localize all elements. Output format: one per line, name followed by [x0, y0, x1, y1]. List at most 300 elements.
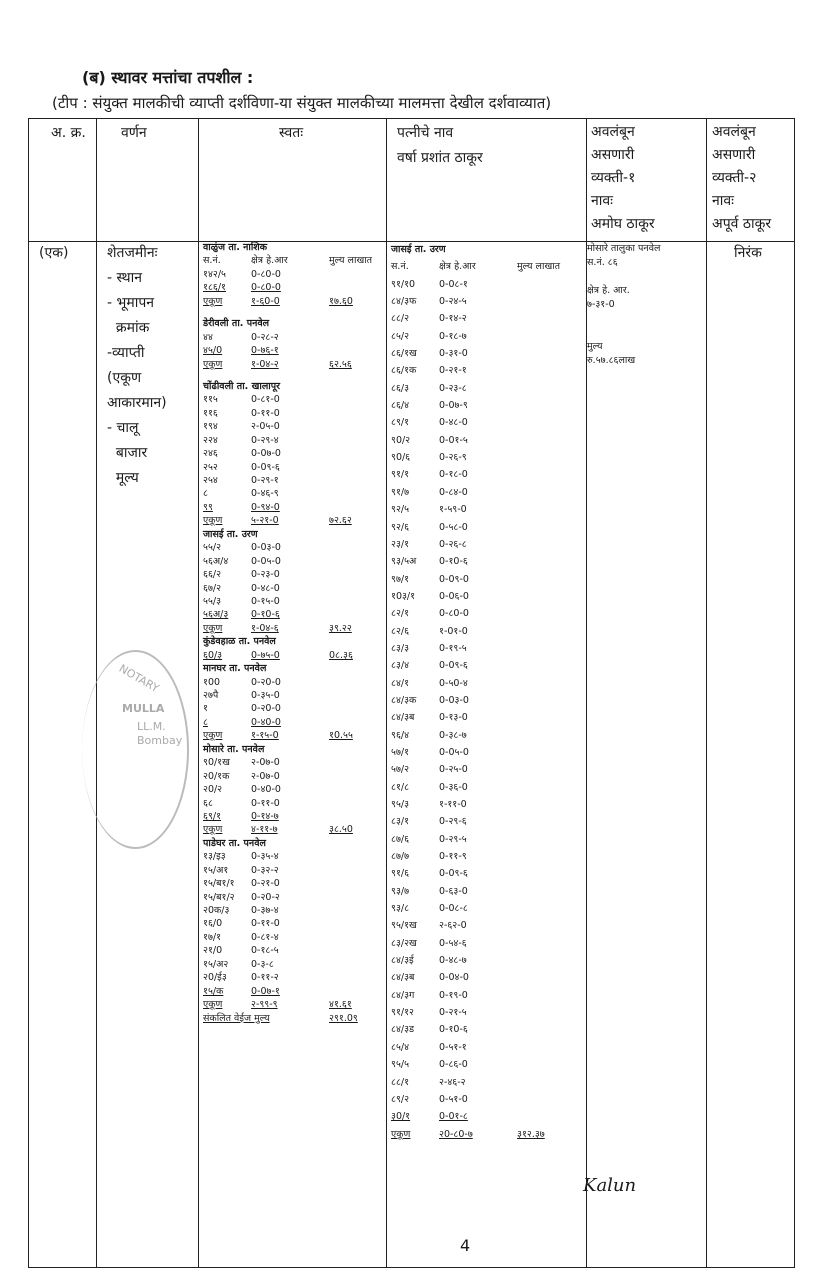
value	[517, 362, 567, 379]
value	[329, 582, 379, 595]
area: 0-0३-0	[251, 542, 281, 554]
land-entry	[391, 623, 567, 640]
area: क्षेत्र हे.आर	[439, 261, 476, 273]
area: 0-२९-४	[251, 434, 279, 446]
survey-number: ३0/१	[391, 1111, 411, 1123]
land-entry	[203, 582, 379, 595]
value	[517, 293, 567, 310]
value	[517, 571, 567, 588]
survey-number: ९५/३	[391, 799, 410, 810]
survey-number: ९२/५	[391, 504, 410, 516]
survey-number: १३/इ३	[203, 851, 226, 863]
value	[517, 397, 567, 414]
survey-number: ८३/४	[391, 660, 410, 672]
land-entry	[391, 466, 567, 483]
survey-number: ८२/६	[391, 625, 410, 637]
area: 0-५१-१	[439, 1041, 467, 1053]
land-entry	[391, 987, 567, 1004]
value	[329, 447, 379, 460]
land-entry	[203, 810, 379, 823]
survey-number: ६८	[203, 797, 213, 809]
area: 0-८0-0	[251, 268, 281, 280]
survey-number: ८५/४	[391, 1041, 410, 1053]
value	[329, 985, 379, 998]
value	[517, 813, 567, 830]
survey-number: ८६/१ख	[391, 348, 417, 360]
value	[329, 474, 379, 487]
header-dependent-1: अवलंबून असणारी व्यक्ती-१ नावः अमोघ ठाकूर	[591, 124, 655, 232]
value	[517, 1091, 567, 1108]
land-entry	[391, 813, 567, 830]
page-number: 4	[460, 1236, 471, 1255]
value	[329, 689, 379, 702]
header-spouse: पत्नीचे नाव वर्षा प्रशांत ठाकूर	[397, 125, 483, 166]
village-heading	[203, 528, 379, 541]
land-entry	[203, 958, 379, 971]
survey-number: २0क/३	[203, 905, 230, 916]
value	[329, 487, 379, 500]
area: 0-0३-0	[439, 694, 469, 706]
value	[517, 969, 567, 986]
survey-number: १५/ब१/२	[203, 891, 235, 903]
survey-number: १00	[203, 676, 221, 688]
survey-number: १६/0	[203, 918, 223, 930]
land-entry	[391, 1126, 567, 1143]
survey-number: २५४	[203, 475, 218, 486]
value	[329, 917, 379, 930]
row-description: शेतजमीनः - स्थान - भूमापन क्रमांक -व्याप्ती (एकूण आकारमान) - चालू बाजार मूल्य	[107, 245, 167, 486]
survey-number: ८१/८	[391, 781, 410, 793]
survey-number: ६७/२	[203, 582, 222, 594]
survey-number: ९0/६	[391, 452, 411, 464]
area: १-५९-0	[439, 504, 467, 516]
survey-number: ८६/१क	[391, 365, 417, 377]
divider	[706, 119, 707, 1267]
land-entry	[391, 1056, 567, 1073]
area: 0-६३-0	[439, 885, 468, 897]
land-entry	[203, 998, 379, 1011]
land-entry	[203, 931, 379, 944]
survey-number: ९५/१ख	[391, 920, 417, 932]
survey-number: १५/अ२	[203, 958, 229, 970]
value	[329, 850, 379, 863]
value	[517, 779, 567, 796]
area: २-४६-२	[439, 1076, 466, 1088]
area: 0-0९-६	[439, 868, 468, 880]
area: 0-१८-0	[439, 469, 468, 481]
land-entry	[391, 727, 567, 744]
area: 0-३२-२	[251, 864, 279, 876]
survey-number: पाडेघर ता. पनवेल	[203, 837, 266, 849]
area: 0-१४-२	[439, 313, 467, 325]
area: 0-१८-५	[251, 945, 279, 957]
land-entry	[203, 268, 379, 281]
area: 0-१३-0	[439, 712, 468, 724]
value	[329, 555, 379, 568]
survey-number: १	[203, 703, 208, 715]
area: 0-११-९	[439, 851, 467, 863]
area: 0-0६-0	[439, 590, 469, 602]
land-entry	[391, 293, 567, 310]
survey-number: ११५	[203, 394, 218, 406]
village-heading	[203, 662, 379, 675]
land-entry	[203, 555, 379, 568]
area: 0-८४-0	[439, 486, 468, 498]
section-note: (टीप : संयुक्त मालकीची व्याप्ती दर्शविणा-या संयुक्त मालकीच्या मालमत्ता देखील दर्शवाव्यात)	[52, 94, 552, 112]
village-heading	[203, 743, 379, 756]
area: १-0४-२	[251, 358, 279, 370]
value	[517, 345, 567, 362]
survey-number: एकूण	[203, 622, 223, 634]
land-entry	[391, 258, 567, 275]
area: 0-८१-0	[251, 394, 280, 406]
survey-number: ५७/१	[391, 746, 410, 758]
land-entry	[203, 608, 379, 621]
divider	[198, 119, 199, 1267]
area: 0-२९-१	[251, 475, 279, 486]
land-entry	[203, 622, 379, 635]
area: 0-0८-१	[439, 278, 468, 290]
value	[329, 783, 379, 796]
survey-number: १५/ब१/१	[203, 878, 235, 890]
value	[517, 519, 567, 536]
land-entry	[391, 519, 567, 536]
land-entry	[391, 380, 567, 397]
land-entry	[203, 850, 379, 863]
area: 0-७५-0	[251, 649, 280, 661]
survey-number: एकूण	[203, 999, 223, 1011]
dep1-value: रु.५७.८६लाख	[587, 355, 636, 366]
land-entry	[203, 1012, 379, 1025]
land-entry	[391, 969, 567, 986]
area: १-0१-0	[439, 625, 468, 637]
survey-number: १५/अ१	[203, 864, 229, 876]
area: 0-११-0	[251, 797, 280, 809]
survey-number: ८९/१	[391, 417, 410, 429]
area: 0-७६-१	[251, 345, 279, 357]
value	[329, 702, 379, 715]
land-entry	[391, 310, 567, 327]
survey-number: ८७/७	[391, 851, 410, 863]
area	[251, 1012, 329, 1025]
self-land-list	[203, 241, 379, 1025]
area: 0-२४-५	[439, 296, 467, 308]
dep1-area: ७-३१-0	[587, 299, 615, 310]
area: 0-११-२	[251, 972, 279, 984]
value	[329, 393, 379, 406]
survey-number: मानघर ता. पनवेल	[203, 663, 267, 675]
land-entry	[391, 501, 567, 518]
value	[517, 1021, 567, 1038]
value	[329, 810, 379, 823]
stamp-text: LL.M.	[137, 720, 166, 733]
value	[517, 380, 567, 397]
survey-number: ९५/५	[391, 1059, 410, 1071]
value	[517, 865, 567, 882]
survey-number: ९१/७	[391, 486, 410, 498]
survey-number: स.नं.	[391, 261, 409, 273]
survey-number: ११६	[203, 407, 218, 419]
area: 0-0५-0	[439, 746, 469, 758]
survey-number: ८५/२	[391, 330, 410, 342]
land-entry	[203, 393, 379, 406]
land-entry	[203, 461, 379, 474]
area: २-६२-0	[439, 920, 467, 932]
survey-number: २१/0	[203, 945, 223, 957]
value	[517, 917, 567, 934]
survey-number: ८८/२	[391, 313, 410, 325]
survey-number: ९१/६	[391, 868, 410, 880]
value	[517, 727, 567, 744]
value	[517, 432, 567, 449]
survey-number: एकूण	[203, 358, 223, 370]
survey-number: ९१/१	[391, 469, 410, 481]
value	[517, 536, 567, 553]
land-entry	[203, 331, 379, 344]
area: 0-४0-0	[251, 784, 281, 796]
area: 0-२३-८	[439, 382, 467, 394]
village-heading	[203, 317, 379, 330]
header-sr: अ. क्र.	[51, 125, 86, 141]
land-entry	[203, 676, 379, 689]
value	[329, 568, 379, 581]
survey-number: ८	[203, 488, 208, 500]
header-dependent-2: अवलंबून असणारी व्यक्ती-२ नावः अपूर्व ठाकूर	[712, 124, 772, 232]
signature: Kalun	[583, 1175, 637, 1196]
area: ५-२१-0	[251, 515, 279, 527]
survey-number: ८४/३ई	[391, 955, 414, 967]
survey-number: ९७/१	[391, 573, 410, 585]
value	[517, 276, 567, 293]
value: १0.५५	[329, 730, 353, 742]
land-entry	[203, 474, 379, 487]
survey-number: ९३/७	[391, 885, 410, 897]
survey-number: जासई ता. उरण	[391, 244, 446, 255]
value: मुल्य लाखात	[517, 261, 561, 273]
area: 0-१0-६	[439, 556, 468, 568]
land-entry	[391, 1108, 567, 1125]
value	[517, 605, 567, 622]
land-entry	[391, 796, 567, 813]
land-entry	[203, 407, 379, 420]
value: ४१.६१	[329, 999, 352, 1011]
area: 0-२९-५	[439, 833, 467, 845]
land-entry	[391, 744, 567, 761]
area: 0-८0-0	[439, 608, 469, 620]
land-entry	[203, 756, 379, 769]
area: 0-३७-४	[251, 905, 279, 916]
area: 0-११-0	[251, 407, 280, 419]
survey-number: ९६/४	[391, 729, 410, 741]
area: 0-२६-८	[439, 538, 467, 550]
survey-number: २0/२	[203, 784, 223, 796]
survey-number: ८४/१	[391, 677, 410, 689]
land-entry	[391, 952, 567, 969]
survey-number: ८३/१	[391, 816, 410, 828]
area: 0-0९-६	[251, 461, 280, 473]
value	[517, 744, 567, 761]
stamp-text: Bombay	[137, 734, 183, 747]
survey-number: ९१/१0	[391, 278, 416, 290]
header-description: वर्णन	[121, 125, 147, 141]
value	[517, 1056, 567, 1073]
area: 0-५४-६	[439, 937, 467, 949]
survey-number: ५५/२	[203, 542, 222, 554]
land-entry	[203, 702, 379, 715]
survey-number: ६0/३	[203, 649, 223, 661]
survey-number: ९९	[203, 501, 213, 513]
area: 0-२0-0	[251, 676, 281, 688]
area: २-0५-0	[251, 421, 280, 433]
survey-number: ५६अ/४	[203, 555, 229, 567]
area: 0-८0-0	[251, 282, 281, 294]
area: 0-१५-0	[251, 595, 280, 607]
survey-number: जासई ता. उरण	[203, 528, 258, 540]
header-self: स्वतः	[279, 125, 304, 141]
value	[517, 1039, 567, 1056]
survey-number: डेरीवली ता. पनवेल	[203, 318, 270, 330]
area: 0-0७-१	[251, 985, 280, 997]
area: 0-४८-0	[251, 582, 280, 594]
value	[517, 796, 567, 813]
land-entry	[203, 689, 379, 702]
area: 0-३५-४	[251, 851, 279, 863]
value	[329, 407, 379, 420]
land-entry	[391, 900, 567, 917]
survey-number: ८३/३	[391, 642, 410, 654]
area: 0-२१-५	[439, 1007, 467, 1019]
land-entry	[203, 434, 379, 447]
survey-number: १७/१	[203, 931, 222, 943]
survey-number: २४६	[203, 448, 218, 460]
survey-number: वाळुंज ता. नाशिक	[203, 242, 268, 253]
land-entry	[391, 831, 567, 848]
survey-number: मोसारे ता. पनवेल	[203, 743, 265, 755]
value: ७२.६२	[329, 515, 352, 527]
area: 0-४६-९	[251, 488, 279, 500]
value	[517, 900, 567, 917]
survey-number: ८२/१	[391, 608, 410, 620]
land-entry	[391, 640, 567, 657]
survey-number: ८४/३फ	[391, 296, 417, 308]
value	[329, 676, 379, 689]
land-entry	[391, 414, 567, 431]
land-entry	[391, 709, 567, 726]
land-entry	[391, 605, 567, 622]
survey-number: ९१/१२	[391, 1007, 414, 1019]
survey-number: ५५/३	[203, 595, 222, 607]
spouse-land-list	[391, 241, 567, 1143]
land-entry	[391, 761, 567, 778]
survey-number: १0३/१	[391, 590, 416, 602]
land-entry	[203, 254, 379, 267]
value: ६२.५६	[329, 358, 352, 370]
value	[329, 931, 379, 944]
survey-number: २२४	[203, 434, 218, 446]
value	[517, 640, 567, 657]
land-entry	[391, 1021, 567, 1038]
notary-stamp	[82, 650, 189, 849]
survey-number: २0/ई३	[203, 972, 227, 984]
survey-number: ८७/६	[391, 833, 410, 845]
survey-number: ४५/0	[203, 345, 223, 357]
survey-number: ९२/६	[391, 521, 410, 533]
area: 0-५१-0	[439, 1093, 468, 1105]
value	[329, 434, 379, 447]
land-entry	[391, 449, 567, 466]
survey-number: ६६/२	[203, 569, 222, 581]
land-entry	[203, 904, 379, 917]
value	[329, 770, 379, 783]
survey-number: ९0/२	[391, 434, 411, 446]
stamp-text: NOTARY	[116, 661, 162, 696]
area: 0-११-0	[251, 918, 280, 930]
survey-number: ८४/३क	[391, 694, 417, 706]
area: 0-२८-२	[251, 331, 279, 343]
land-entry	[391, 397, 567, 414]
area: 0-0१-८	[439, 1111, 468, 1123]
value	[517, 675, 567, 692]
area: २0-८0-७	[439, 1128, 473, 1140]
dep1-area-label: क्षेत्र हे. आर.	[587, 285, 630, 296]
survey-number: ८४/३ब	[391, 972, 415, 984]
value	[517, 328, 567, 345]
area: 0-५0-४	[439, 677, 468, 689]
divider	[386, 119, 387, 1267]
area: 0-४८-७	[439, 955, 467, 967]
survey-number: ८६/४	[391, 400, 410, 412]
area: २-९९-९	[251, 999, 278, 1011]
survey-number: ८६/३	[391, 382, 410, 394]
survey-number: २३/१	[391, 538, 410, 550]
land-entry	[203, 447, 379, 460]
value	[329, 331, 379, 344]
value	[329, 461, 379, 474]
value	[329, 595, 379, 608]
area: 0-0१-५	[439, 434, 468, 446]
survey-number: ९0/१ख	[203, 757, 230, 769]
value: मुल्य लाखात	[329, 255, 373, 267]
value	[329, 344, 379, 357]
land-entry	[203, 541, 379, 554]
area: 0-२९-६	[439, 816, 467, 828]
land-entry	[203, 595, 379, 608]
land-entry	[203, 281, 379, 294]
area: 0-२0-0	[251, 703, 281, 715]
land-entry	[391, 917, 567, 934]
land-entry	[203, 823, 379, 836]
land-entry	[203, 877, 379, 890]
area: 0-३-८	[251, 958, 274, 970]
village-heading	[391, 241, 567, 258]
area: 0-१८-७	[439, 330, 467, 342]
value	[517, 692, 567, 709]
area: 0-२0-२	[251, 891, 280, 903]
land-entry	[203, 971, 379, 984]
value	[517, 310, 567, 327]
survey-number: एकूण	[203, 730, 223, 742]
survey-number: १४२/५	[203, 268, 226, 280]
land-entry	[203, 797, 379, 810]
land-entry	[391, 675, 567, 692]
land-entry	[391, 484, 567, 501]
area: ४-११-७	[251, 824, 278, 836]
area: 0-१९-५	[439, 642, 467, 654]
survey-number: स.नं.	[203, 255, 221, 267]
value	[329, 891, 379, 904]
land-entry	[391, 536, 567, 553]
survey-number: १५/क	[203, 985, 224, 997]
